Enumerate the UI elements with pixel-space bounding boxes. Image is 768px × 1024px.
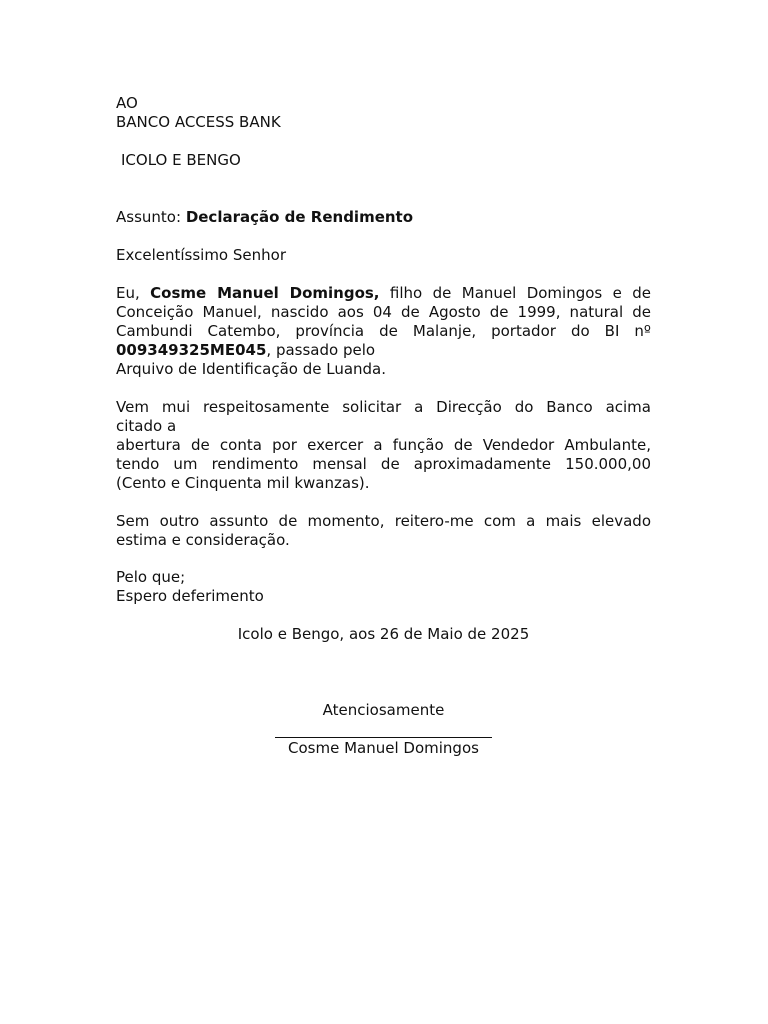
p1-prefix: Eu,	[116, 284, 140, 302]
addressee-location: ICOLO E BENGO	[121, 151, 241, 169]
paragraph-1-line-2: Conceição Manuel, nascido aos 04 de Agosto de 1999, natural de	[116, 303, 651, 321]
salutation: Excelentíssimo Senhor	[116, 246, 286, 264]
signature-line	[275, 737, 492, 738]
paragraph-1-line-1	[116, 284, 651, 303]
signature-regards: Atenciosamente	[322, 701, 445, 719]
paragraph-2-line-3: abertura de conta por exercer a função de Vendedor Ambulante,	[116, 436, 651, 454]
subject-label: Assunto:	[116, 208, 182, 226]
subject-line	[116, 208, 651, 227]
paragraph-3-line-2: estima e consideração.	[116, 531, 290, 549]
paragraph-2-line-1: Vem mui respeitosamente solicitar a Direcção do Banco acima	[116, 398, 651, 416]
p1-line1-rest: filho de Manuel Domingos e de	[389, 284, 651, 302]
addressee-bank-name: BANCO ACCESS BANK	[116, 113, 281, 131]
paragraph-3-line-1: Sem outro assunto de momento, reitero-me com a mais elevado	[116, 512, 651, 530]
paragraph-2-line-5: (Cento e Cinquenta mil kwanzas).	[116, 474, 370, 492]
subject-value: Declaração de Rendimento	[185, 208, 414, 226]
closing-line-2: Espero deferimento	[116, 587, 264, 605]
place-and-date: Icolo e Bengo, aos 26 de Maio de 2025	[237, 625, 530, 643]
p1-author-name: Cosme Manuel Domingos,	[150, 284, 380, 302]
paragraph-1-line-3: Cambundi Catembo, província de Malanje, portador do BI nº	[116, 322, 651, 340]
signature-name: Cosme Manuel Domingos	[288, 739, 479, 757]
paragraph-1-line-4	[116, 341, 651, 360]
paragraph-2-line-2: citado a	[116, 417, 177, 435]
addressee-line-1: AO	[116, 94, 138, 112]
closing-line-1: Pelo que;	[116, 568, 186, 586]
paragraph-2-line-4: tendo um rendimento mensal de aproximadamente 150.000,00	[116, 455, 651, 473]
bi-number: 009349325ME045	[116, 341, 267, 359]
p1-line4-rest: , passado pelo	[266, 341, 376, 359]
paragraph-1-line-5: Arquivo de Identificação de Luanda.	[116, 360, 386, 378]
